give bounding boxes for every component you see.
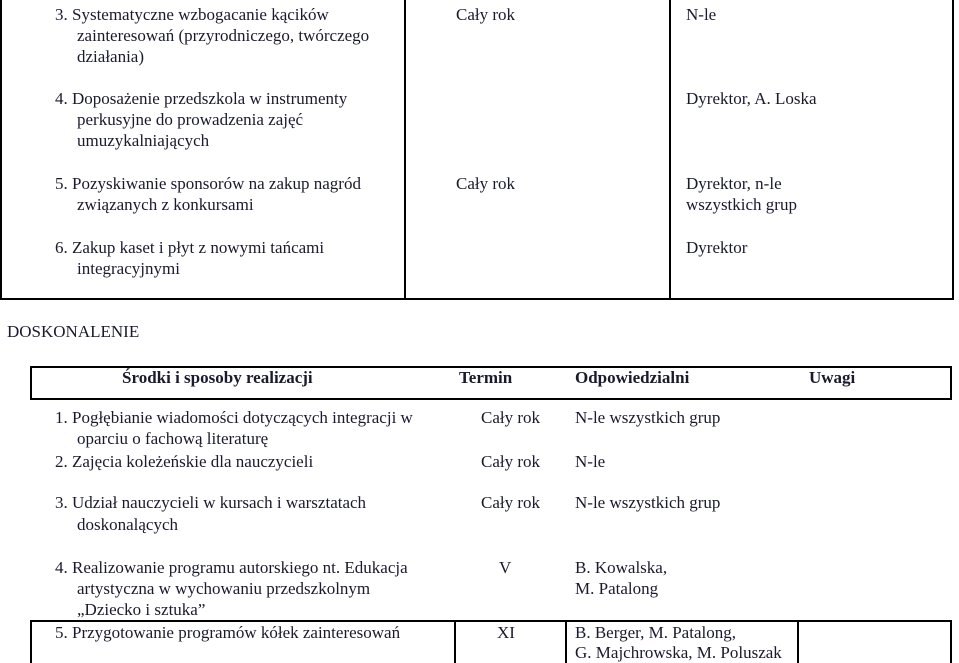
row-termin: XI — [497, 623, 515, 642]
bottom-table-right-border — [950, 366, 952, 400]
row-termin: Cały rok — [481, 408, 541, 427]
top-table-bottom-border — [0, 298, 954, 300]
row-text-line: 5. Pozyskiwanie sponsorów na zakup nagród — [55, 174, 361, 193]
row-text-line: oparciu o fachową literaturę — [77, 429, 269, 448]
header-termin: Termin — [459, 368, 513, 387]
row-text-line: 6. Zakup kaset i płyt z nowymi tańcami — [55, 238, 325, 257]
row-text-line: działania) — [77, 47, 145, 66]
section-title: DOSKONALENIE — [7, 322, 140, 341]
row-text-line: „Dziecko i sztuka” — [77, 600, 206, 619]
row-text-line: zainteresowań (przyrodniczego, twórczego — [77, 26, 370, 45]
row-text-line: integracyjnymi — [77, 259, 180, 278]
row-text-line: doskonalących — [77, 515, 179, 534]
row-text-line: 4. Doposażenie przedszkola w instrumenty — [55, 89, 348, 108]
header-odpowiedzialni: Odpowiedzialni — [575, 368, 690, 387]
bottom-table-left-border — [30, 366, 32, 400]
top-table-left-border — [0, 0, 2, 300]
row-odpowiedzialni: wszystkich grup — [686, 195, 797, 214]
row-odpowiedzialni: N-le — [575, 452, 606, 471]
top-table-col-divider-3 — [952, 0, 954, 300]
row-text-line: 2. Zajęcia koleżeńskie dla nauczycieli — [55, 452, 314, 471]
row-odpowiedzialni: M. Patalong — [575, 579, 659, 598]
row-odpowiedzialni: N-le — [686, 5, 717, 24]
bottom-table-row-5-divider-2 — [565, 620, 567, 663]
bottom-table-header-divider — [30, 398, 952, 400]
row-termin: V — [499, 558, 512, 577]
row-text-line: artystyczna w wychowaniu przedszkolnym — [77, 579, 371, 598]
header-uwagi: Uwagi — [809, 368, 856, 387]
row-termin: Cały rok — [456, 174, 516, 193]
row-text-line: 3. Systematyczne wzbogacanie kącików — [55, 5, 329, 24]
row-text-line: 5. Przygotowanie programów kółek zainteresowań — [55, 623, 401, 642]
header-srodki: Środki i sposoby realizacji — [122, 368, 313, 387]
row-termin: Cały rok — [481, 452, 541, 471]
row-text-line: związanych z konkursami — [77, 195, 254, 214]
row-text-line: 3. Udział nauczycieli w kursach i warsztatach — [55, 493, 367, 512]
row-odpowiedzialni: N-le wszystkich grup — [575, 493, 721, 512]
row-termin: Cały rok — [481, 493, 541, 512]
row-odpowiedzialni: Dyrektor — [686, 238, 748, 257]
row-termin: Cały rok — [456, 5, 516, 24]
bottom-table-row-5-left-border — [30, 620, 32, 663]
top-table-col-divider-1 — [404, 0, 406, 300]
row-odpowiedzialni: Dyrektor, A. Loska — [686, 89, 817, 108]
row-odpowiedzialni: B. Kowalska, — [575, 558, 668, 577]
row-text-line: perkusyjne do prowadzenia zajęć — [77, 110, 304, 129]
row-odpowiedzialni: Dyrektor, n-le — [686, 174, 782, 193]
row-text-line: 1. Pogłębianie wiadomości dotyczących integracji w — [55, 408, 413, 427]
row-text-line: umuzykalniających — [77, 131, 210, 150]
bottom-table-row-5-right-border — [950, 620, 952, 663]
row-odpowiedzialni: N-le wszystkich grup — [575, 408, 721, 427]
row-odpowiedzialni: B. Berger, M. Patalong, — [575, 623, 736, 642]
bottom-table-row-5-divider-3 — [797, 620, 799, 663]
top-table-col-divider-2 — [669, 0, 671, 300]
bottom-table-row-5-divider-1 — [454, 620, 456, 663]
row-text-line: 4. Realizowanie programu autorskiego nt. Edukacja — [55, 558, 408, 577]
row-odpowiedzialni: G. Majchrowska, M. Poluszak — [575, 643, 782, 662]
